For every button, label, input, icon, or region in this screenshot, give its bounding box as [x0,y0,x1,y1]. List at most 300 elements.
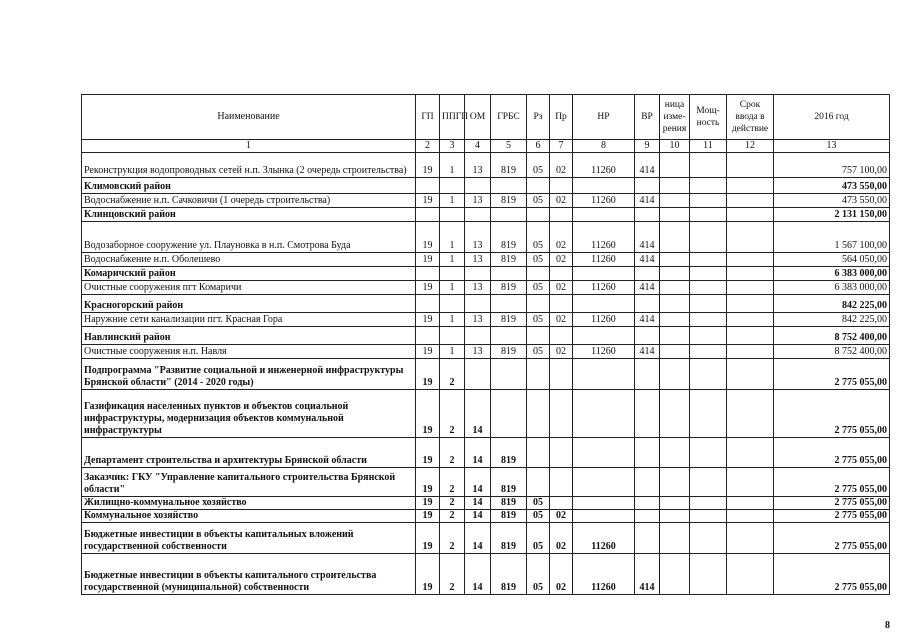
cell-pr [550,295,573,313]
cell-pr: 02 [550,194,573,208]
cell-nr: 11260 [573,222,635,253]
cell-name: Реконструкция водопроводных сетей н.п. Злынка (2 очередь строительства) [82,153,416,178]
cell-term [727,194,774,208]
cell-om: 14 [465,468,491,497]
cell-nr [573,359,635,390]
cell-grbs: 819 [491,313,527,327]
col-header-pr: Пр [550,95,573,140]
cell-ppgp: 1 [440,281,465,295]
cell-pr: 02 [550,222,573,253]
col-number: 4 [465,140,491,153]
cell-name: Департамент строительства и архитектуры Брянской области [82,438,416,468]
cell-amount: 473 550,00 [774,194,890,208]
cell-gp: 19 [416,510,440,523]
cell-vr: 414 [635,313,660,327]
cell-vr [635,327,660,345]
cell-name: Клинцовский район [82,208,416,222]
cell-vr [635,359,660,390]
col-header-year: 2016 год [774,95,890,140]
cell-pr [550,438,573,468]
col-header-grbs: ГРБС [491,95,527,140]
cell-om: 14 [465,497,491,510]
cell-ppgp: 1 [440,313,465,327]
cell-om: 13 [465,222,491,253]
cell-gp [416,208,440,222]
cell-pr [550,390,573,438]
table-row [82,523,890,554]
cell-ppgp: 2 [440,510,465,523]
cell-unit [660,153,690,178]
cell-rz: 05 [527,523,550,554]
cell-gp: 19 [416,194,440,208]
col-header-nr: НР [573,95,635,140]
cell-grbs: 819 [491,222,527,253]
cell-term [727,523,774,554]
cell-amount: 6 383 000,00 [774,267,890,281]
cell-gp: 19 [416,153,440,178]
table-row [82,359,890,390]
cell-vr [635,208,660,222]
cell-om: 13 [465,281,491,295]
cell-pr: 02 [550,253,573,267]
cell-grbs: 819 [491,281,527,295]
col-number: 3 [440,140,465,153]
cell-nr [573,510,635,523]
cell-term [727,253,774,267]
cell-name: Очистные сооружения н.п. Навля [82,345,416,359]
cell-amount: 8 752 400,00 [774,327,890,345]
cell-term [727,281,774,295]
col-header-ppgp: ППГП [440,95,465,140]
cell-vr [635,497,660,510]
cell-rz [527,208,550,222]
cell-om: 14 [465,554,491,595]
cell-name: Водоснабжение н.п. Оболешево [82,253,416,267]
cell-power [690,208,727,222]
cell-amount: 2 775 055,00 [774,497,890,510]
cell-term [727,510,774,523]
cell-term [727,468,774,497]
cell-name: Комаричский район [82,267,416,281]
cell-pr: 02 [550,345,573,359]
cell-nr: 11260 [573,253,635,267]
cell-unit [660,497,690,510]
cell-name: Водоснабжение н.п. Сачковичи (1 очередь строительства) [82,194,416,208]
cell-unit [660,178,690,194]
cell-grbs: 819 [491,523,527,554]
cell-gp [416,295,440,313]
cell-rz: 05 [527,497,550,510]
cell-grbs: 819 [491,554,527,595]
cell-vr [635,390,660,438]
cell-name: Климовский район [82,178,416,194]
cell-unit [660,554,690,595]
col-number: 10 [660,140,690,153]
cell-rz [527,438,550,468]
cell-name: Водозаборное сооружение ул. Плауновка в н.п. Смотрова Буда [82,222,416,253]
cell-amount: 2 775 055,00 [774,554,890,595]
cell-unit [660,327,690,345]
cell-term [727,345,774,359]
cell-ppgp: 1 [440,253,465,267]
cell-vr: 414 [635,194,660,208]
cell-unit [660,208,690,222]
cell-amount: 8 752 400,00 [774,345,890,359]
cell-power [690,497,727,510]
cell-rz: 05 [527,281,550,295]
cell-power [690,510,727,523]
cell-grbs: 819 [491,468,527,497]
table-row [82,327,890,345]
cell-gp: 19 [416,468,440,497]
cell-nr: 11260 [573,281,635,295]
cell-amount: 842 225,00 [774,295,890,313]
cell-unit [660,194,690,208]
cell-pr: 02 [550,523,573,554]
cell-nr [573,468,635,497]
col-number: 1 [82,140,416,153]
header-row [82,95,890,140]
cell-rz [527,295,550,313]
cell-pr: 02 [550,313,573,327]
cell-rz: 05 [527,194,550,208]
cell-term [727,390,774,438]
cell-unit [660,510,690,523]
cell-rz: 05 [527,554,550,595]
cell-ppgp: 2 [440,497,465,510]
cell-om [465,295,491,313]
cell-om: 13 [465,313,491,327]
cell-vr [635,468,660,497]
cell-gp: 19 [416,554,440,595]
cell-vr [635,523,660,554]
cell-ppgp: 2 [440,468,465,497]
cell-term [727,438,774,468]
cell-power [690,523,727,554]
cell-amount: 757 100,00 [774,153,890,178]
cell-gp: 19 [416,497,440,510]
cell-rz [527,267,550,281]
cell-om: 14 [465,510,491,523]
cell-gp: 19 [416,345,440,359]
cell-term [727,497,774,510]
cell-nr [573,327,635,345]
cell-ppgp: 2 [440,390,465,438]
cell-gp [416,178,440,194]
cell-amount: 2 775 055,00 [774,523,890,554]
cell-grbs [491,327,527,345]
cell-nr: 11260 [573,313,635,327]
cell-nr: 11260 [573,345,635,359]
col-number: 5 [491,140,527,153]
cell-amount: 6 383 000,00 [774,281,890,295]
cell-gp: 19 [416,281,440,295]
col-header-name: Наименование [82,95,416,140]
cell-pr [550,178,573,194]
cell-power [690,359,727,390]
table-row [82,345,890,359]
cell-om: 14 [465,438,491,468]
cell-amount: 842 225,00 [774,313,890,327]
cell-amount: 2 775 055,00 [774,390,890,438]
cell-unit [660,253,690,267]
cell-name: Подпрограмма "Развитие социальной и инженерной инфраструктуры Брянской области" (2014 - 2020 годы) [82,359,416,390]
cell-om: 14 [465,390,491,438]
cell-name: Красногорский район [82,295,416,313]
cell-power [690,153,727,178]
col-number: 11 [690,140,727,153]
cell-power [690,178,727,194]
cell-amount: 2 775 055,00 [774,468,890,497]
cell-name: Коммунальное хозяйство [82,510,416,523]
cell-om: 13 [465,153,491,178]
cell-term [727,313,774,327]
cell-power [690,327,727,345]
cell-vr: 414 [635,554,660,595]
col-header-unit: ница изме-рения [660,95,690,140]
cell-grbs [491,295,527,313]
cell-om [465,327,491,345]
cell-grbs: 819 [491,510,527,523]
cell-term [727,222,774,253]
cell-om: 14 [465,523,491,554]
cell-gp [416,267,440,281]
table-row [82,313,890,327]
cell-ppgp [440,178,465,194]
cell-rz [527,468,550,497]
cell-nr [573,390,635,438]
cell-vr: 414 [635,345,660,359]
cell-nr: 11260 [573,554,635,595]
cell-ppgp: 1 [440,194,465,208]
cell-amount: 564 050,00 [774,253,890,267]
cell-pr [550,267,573,281]
cell-term [727,267,774,281]
cell-rz: 05 [527,345,550,359]
cell-pr [550,208,573,222]
cell-ppgp: 2 [440,438,465,468]
table-row [82,497,890,510]
table-row [82,153,890,178]
cell-nr: 11260 [573,153,635,178]
col-header-gp: ГП [416,95,440,140]
cell-power [690,438,727,468]
cell-vr: 414 [635,281,660,295]
col-header-rz: Рз [527,95,550,140]
cell-pr [550,468,573,497]
cell-gp: 19 [416,523,440,554]
cell-amount: 1 567 100,00 [774,222,890,253]
cell-power [690,281,727,295]
cell-pr: 02 [550,554,573,595]
cell-rz [527,390,550,438]
cell-pr: 02 [550,510,573,523]
cell-power [690,468,727,497]
cell-grbs: 819 [491,438,527,468]
cell-name: Навлинский район [82,327,416,345]
table-row [82,510,890,523]
cell-power [690,295,727,313]
col-number: 12 [727,140,774,153]
cell-nr [573,178,635,194]
cell-name: Бюджетные инвестиции в объекты капитальных вложений государственной собственности [82,523,416,554]
cell-nr [573,208,635,222]
cell-unit [660,468,690,497]
cell-vr [635,267,660,281]
cell-rz: 05 [527,510,550,523]
cell-unit [660,523,690,554]
col-header-power: Мощ-ность [690,95,727,140]
cell-power [690,253,727,267]
cell-pr [550,497,573,510]
cell-om [465,359,491,390]
cell-unit [660,222,690,253]
cell-unit [660,438,690,468]
cell-power [690,554,727,595]
cell-grbs: 819 [491,497,527,510]
col-number: 9 [635,140,660,153]
table-body [82,95,890,595]
cell-grbs [491,359,527,390]
cell-rz: 05 [527,313,550,327]
cell-unit [660,345,690,359]
cell-vr [635,438,660,468]
cell-vr: 414 [635,253,660,267]
cell-unit [660,281,690,295]
cell-nr [573,438,635,468]
cell-unit [660,313,690,327]
cell-rz [527,178,550,194]
cell-vr [635,295,660,313]
cell-nr [573,295,635,313]
col-number: 8 [573,140,635,153]
cell-pr: 02 [550,153,573,178]
cell-grbs: 819 [491,194,527,208]
cell-amount: 2 775 055,00 [774,359,890,390]
table-row [82,194,890,208]
col-number: 13 [774,140,890,153]
column-number-row [82,140,890,153]
cell-power [690,194,727,208]
table-row [82,253,890,267]
cell-vr [635,178,660,194]
cell-power [690,313,727,327]
cell-grbs [491,208,527,222]
cell-amount: 2 775 055,00 [774,438,890,468]
cell-om [465,208,491,222]
cell-term [727,327,774,345]
cell-om: 13 [465,253,491,267]
cell-rz [527,359,550,390]
cell-term [727,178,774,194]
cell-term [727,359,774,390]
cell-pr [550,359,573,390]
cell-ppgp [440,208,465,222]
col-header-om: ОМ [465,95,491,140]
cell-power [690,222,727,253]
cell-name: Наружние сети канализации пгт. Красная Гора [82,313,416,327]
cell-name: Газификация населенных пунктов и объектов социальной инфраструктуры, модернизация объектов коммунальной инфраструктуры [82,390,416,438]
cell-rz [527,327,550,345]
cell-ppgp [440,267,465,281]
cell-rz: 05 [527,153,550,178]
cell-amount: 473 550,00 [774,178,890,194]
cell-ppgp: 2 [440,359,465,390]
table-row [82,281,890,295]
cell-term [727,554,774,595]
cell-unit [660,390,690,438]
cell-term [727,153,774,178]
table-row [82,554,890,595]
cell-ppgp: 2 [440,523,465,554]
cell-rz: 05 [527,253,550,267]
cell-vr: 414 [635,222,660,253]
cell-nr [573,267,635,281]
table-row [82,468,890,497]
cell-gp: 19 [416,438,440,468]
cell-grbs [491,267,527,281]
cell-unit [660,295,690,313]
cell-power [690,345,727,359]
table-row [82,438,890,468]
cell-unit [660,359,690,390]
cell-nr [573,497,635,510]
cell-amount: 2 131 150,00 [774,208,890,222]
cell-name: Бюджетные инвестиции в объекты капитального строительства государственной (муниципальной) собственности [82,554,416,595]
cell-gp: 19 [416,253,440,267]
col-number: 7 [550,140,573,153]
cell-power [690,267,727,281]
cell-amount: 2 775 055,00 [774,510,890,523]
cell-ppgp: 1 [440,222,465,253]
cell-gp: 19 [416,359,440,390]
cell-name: Жилищно-коммунальное хозяйство [82,497,416,510]
cell-pr: 02 [550,281,573,295]
cell-power [690,390,727,438]
table-row [82,390,890,438]
cell-grbs [491,178,527,194]
cell-vr: 414 [635,153,660,178]
table-row [82,208,890,222]
cell-ppgp: 1 [440,153,465,178]
cell-term [727,208,774,222]
page-number: 8 [885,620,890,631]
cell-gp: 19 [416,222,440,253]
table-row [82,178,890,194]
budget-table [81,94,890,595]
cell-nr: 11260 [573,194,635,208]
cell-term [727,295,774,313]
cell-pr [550,327,573,345]
cell-grbs: 819 [491,153,527,178]
cell-vr [635,510,660,523]
cell-om [465,178,491,194]
col-header-vr: ВР [635,95,660,140]
cell-grbs: 819 [491,345,527,359]
cell-ppgp: 2 [440,554,465,595]
cell-gp: 19 [416,313,440,327]
cell-rz: 05 [527,222,550,253]
cell-ppgp [440,295,465,313]
cell-om: 13 [465,194,491,208]
cell-name: Заказчик: ГКУ "Управление капитального строительства Брянской области" [82,468,416,497]
cell-om [465,267,491,281]
cell-gp: 19 [416,390,440,438]
table-row [82,222,890,253]
cell-nr: 11260 [573,523,635,554]
cell-unit [660,267,690,281]
cell-ppgp [440,327,465,345]
